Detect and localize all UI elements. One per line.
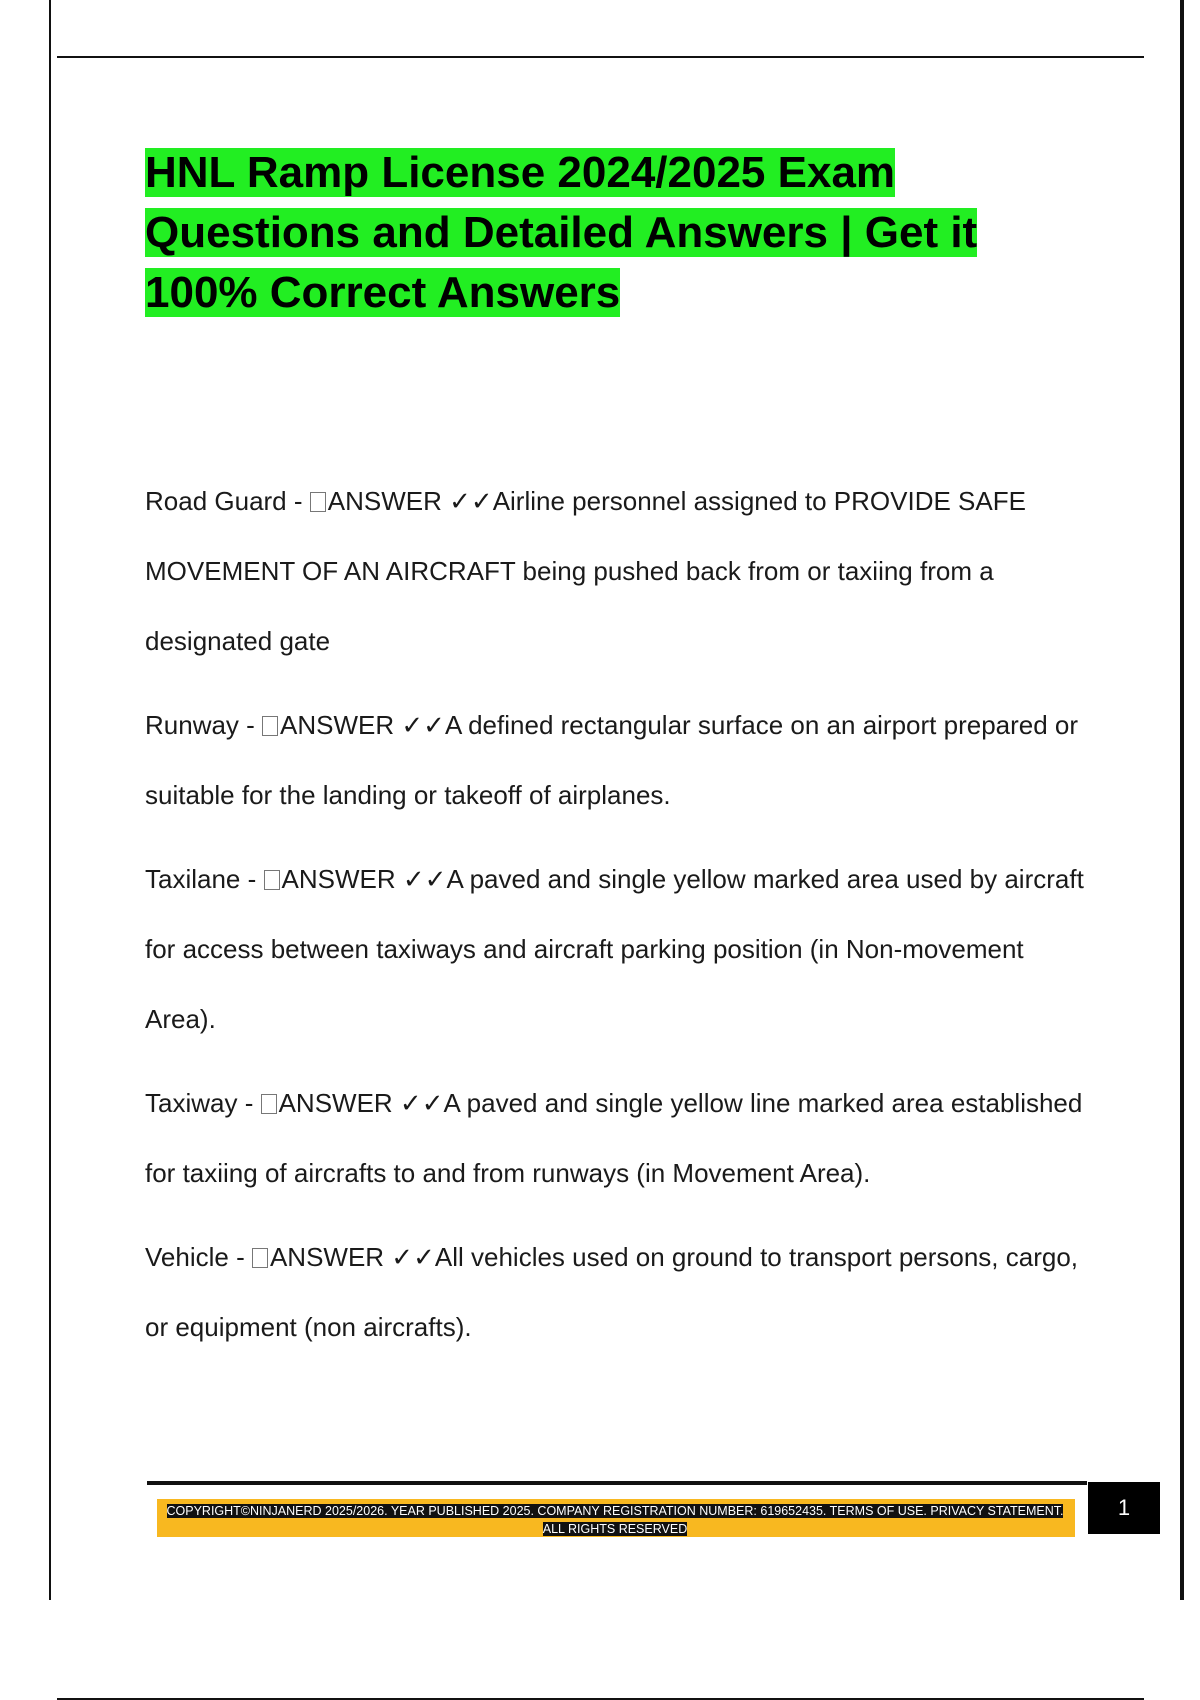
missing-glyph-icon [264, 870, 280, 890]
qa-item: Taxiway - ANSWER ✓✓A paved and single yellow line marked area established for taxiing of aircrafts to and from runways (in Movement Area). [145, 1088, 1083, 1188]
qa-item: Runway - ANSWER ✓✓A defined rectangular surface on an airport prepared or suitable for the landing or takeoff of airplanes. [145, 710, 1079, 810]
qa-term: Taxilane [145, 864, 241, 894]
qa-term: Road Guard [145, 486, 287, 516]
qa-term: Runway [145, 710, 239, 740]
qa-answer: A paved and single yellow marked area used by aircraft for access between taxiways and aircraft parking position (in Non-movement Area). [145, 864, 1084, 1034]
header-rule [57, 56, 1144, 58]
missing-glyph-icon [252, 1248, 268, 1268]
page-number: 1 [1088, 1482, 1160, 1534]
missing-glyph-icon [310, 492, 326, 512]
footer-copyright-text: COPYRIGHT©NINJANERD 2025/2026. YEAR PUBLISHED 2025. COMPANY REGISTRATION NUMBER: 619652435. TERMS OF USE. PRIVACY STATEMENT. ALL RIGHTS RESERVED [166, 1504, 1064, 1536]
answer-marker: ANSWER ✓✓ [327, 486, 493, 516]
qa-answer: A defined rectangular surface on an airport prepared or suitable for the landing or takeoff of airplanes. [145, 710, 1079, 810]
qa-list [145, 466, 1095, 1376]
qa-answer: Airline personnel assigned to PROVIDE SAFE MOVEMENT OF AN AIRCRAFT being pushed back from or taxiing from a designated gate [145, 486, 1026, 656]
qa-item: Vehicle - ANSWER ✓✓All vehicles used on ground to transport persons, cargo, or equipment (non aircrafts). [145, 1242, 1079, 1342]
page-left-border [49, 0, 51, 1600]
qa-answer: All vehicles used on ground to transport persons, cargo, or equipment (non aircrafts). [145, 1242, 1079, 1342]
answer-marker: ANSWER ✓✓ [281, 864, 447, 894]
qa-item: Road Guard - ANSWER ✓✓Airline personnel assigned to PROVIDE SAFE MOVEMENT OF AN AIRCRAFT being pushed back from or taxiing from a designated gate [145, 486, 1026, 656]
document-title-text: HNL Ramp License 2024/2025 Exam Questions and Detailed Answers | Get it 100% Correct Answers [145, 148, 978, 317]
answer-marker: ANSWER ✓✓ [280, 710, 445, 740]
qa-answer: A paved and single yellow line marked area established for taxiing of aircrafts to and from runways (in Movement Area). [145, 1088, 1083, 1188]
qa-item: Taxilane - ANSWER ✓✓A paved and single yellow marked area used by aircraft for access between taxiways and aircraft parking position (in Non-movement Area). [145, 864, 1084, 1034]
missing-glyph-icon [262, 716, 278, 736]
footer-rule [147, 1481, 1087, 1485]
qa-term: Taxiway [145, 1088, 238, 1118]
answer-marker: ANSWER ✓✓ [278, 1088, 444, 1118]
answer-marker: ANSWER ✓✓ [269, 1242, 435, 1272]
page-right-border [1180, 0, 1184, 1600]
document-title [145, 143, 1085, 323]
qa-term: Vehicle [145, 1242, 229, 1272]
footer-copyright [165, 1502, 1065, 1538]
missing-glyph-icon [261, 1094, 277, 1114]
